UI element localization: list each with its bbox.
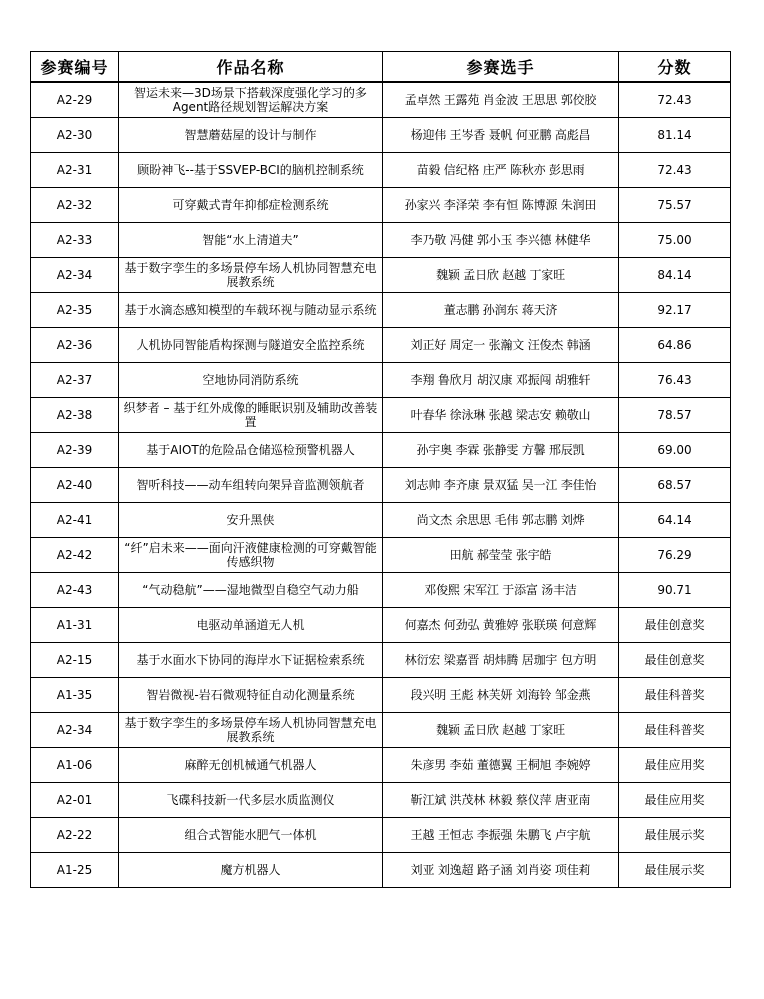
table-row: [31, 258, 731, 293]
table-row: [31, 188, 731, 223]
cell-title: 智能“水上清道夫”: [119, 223, 383, 258]
cell-team: 李翔 鲁欣月 胡汉康 邓振闯 胡雅轩: [383, 363, 619, 398]
cell-id: A2-35: [31, 293, 119, 328]
cell-team: 魏颖 孟日欣 赵越 丁家旺: [383, 258, 619, 293]
cell-score: 最佳科普奖: [619, 713, 731, 748]
header-id: 参赛编号: [31, 52, 119, 83]
cell-team: 杨迎伟 王岑香 聂帆 何亚鹏 高彪昌: [383, 118, 619, 153]
cell-id: A2-29: [31, 82, 119, 118]
cell-id: A1-35: [31, 678, 119, 713]
cell-id: A2-39: [31, 433, 119, 468]
table-row: [31, 328, 731, 363]
table-row: [31, 293, 731, 328]
cell-id: A2-41: [31, 503, 119, 538]
header-row: [31, 52, 731, 83]
cell-title: 可穿戴式青年抑郁症检测系统: [119, 188, 383, 223]
cell-title: 基于数字孪生的多场景停车场人机协同智慧充电展教系统: [119, 258, 383, 293]
cell-team: 叶春华 徐泳琳 张越 梁志安 赖敬山: [383, 398, 619, 433]
table-row: [31, 818, 731, 853]
header-title: 作品名称: [119, 52, 383, 83]
cell-score: 最佳应用奖: [619, 748, 731, 783]
cell-id: A2-37: [31, 363, 119, 398]
cell-team: 刘正好 周定一 张瀚文 汪俊杰 韩涵: [383, 328, 619, 363]
cell-title: 智运未来—3D场景下搭载深度强化学习的多Agent路径规划智运解决方案: [119, 82, 383, 118]
cell-team: 董志鹏 孙润东 蒋天济: [383, 293, 619, 328]
cell-id: A2-32: [31, 188, 119, 223]
table-row: [31, 82, 731, 118]
cell-title: 组合式智能水肥气一体机: [119, 818, 383, 853]
cell-id: A2-31: [31, 153, 119, 188]
cell-title: 智慧蘑菇屋的设计与制作: [119, 118, 383, 153]
cell-team: 孙宇奥 李霖 张静雯 方馨 邢辰凯: [383, 433, 619, 468]
cell-team: 李乃敬 冯健 郭小玉 李兴德 林健华: [383, 223, 619, 258]
results-table: [30, 51, 731, 888]
cell-team: 尚文杰 余思思 毛伟 郭志鹏 刘烨: [383, 503, 619, 538]
table-row: [31, 398, 731, 433]
cell-score: 64.14: [619, 503, 731, 538]
cell-team: 田航 郝莹莹 张宇皓: [383, 538, 619, 573]
table-row: [31, 713, 731, 748]
cell-score: 75.00: [619, 223, 731, 258]
cell-team: 孟卓然 王露苑 肖金波 王思思 郭佼胶: [383, 82, 619, 118]
cell-team: 魏颖 孟日欣 赵越 丁家旺: [383, 713, 619, 748]
cell-id: A2-30: [31, 118, 119, 153]
cell-score: 最佳展示奖: [619, 853, 731, 888]
cell-score: 81.14: [619, 118, 731, 153]
cell-title: “气动稳航”——湿地微型自稳空气动力船: [119, 573, 383, 608]
table-row: [31, 118, 731, 153]
cell-title: 麻醉无创机械通气机器人: [119, 748, 383, 783]
cell-team: 苗毅 信纪格 庄严 陈秋亦 彭思雨: [383, 153, 619, 188]
cell-id: A1-06: [31, 748, 119, 783]
cell-team: 朱彦男 李茹 董德翼 王桐旭 李婉婷: [383, 748, 619, 783]
cell-title: 基于数字孪生的多场景停车场人机协同智慧充电展教系统: [119, 713, 383, 748]
table-row: [31, 748, 731, 783]
cell-id: A2-34: [31, 713, 119, 748]
cell-title: 飞碟科技新一代多层水质监测仪: [119, 783, 383, 818]
cell-score: 76.29: [619, 538, 731, 573]
cell-team: 孙家兴 李泽荣 李有恒 陈博源 朱润田: [383, 188, 619, 223]
cell-score: 76.43: [619, 363, 731, 398]
table-row: [31, 538, 731, 573]
cell-id: A2-38: [31, 398, 119, 433]
cell-team: 段兴明 王彪 林芙妍 刘海铃 邹金燕: [383, 678, 619, 713]
cell-score: 69.00: [619, 433, 731, 468]
cell-title: 电驱动单涵道无人机: [119, 608, 383, 643]
cell-score: 84.14: [619, 258, 731, 293]
cell-title: 基于水滴态感知模型的车载环视与随动显示系统: [119, 293, 383, 328]
cell-team: 王越 王恒志 李振强 朱鹏飞 卢宇航: [383, 818, 619, 853]
cell-id: A2-15: [31, 643, 119, 678]
table-row: [31, 643, 731, 678]
table-row: [31, 783, 731, 818]
table-row: [31, 678, 731, 713]
cell-team: 林衍宏 梁嘉晋 胡炜腾 居珈宇 包方明: [383, 643, 619, 678]
cell-score: 68.57: [619, 468, 731, 503]
cell-title: 顾盼神飞--基于SSVEP-BCI的脑机控制系统: [119, 153, 383, 188]
cell-score: 最佳创意奖: [619, 643, 731, 678]
cell-title: 空地协同消防系统: [119, 363, 383, 398]
cell-score: 最佳创意奖: [619, 608, 731, 643]
table-row: [31, 468, 731, 503]
cell-score: 72.43: [619, 153, 731, 188]
cell-team: 刘亚 刘逸超 路子涵 刘肖姿 项佳莉: [383, 853, 619, 888]
table-body: [31, 82, 731, 888]
header-score: 分数: [619, 52, 731, 83]
header-team: 参赛选手: [383, 52, 619, 83]
cell-id: A2-40: [31, 468, 119, 503]
cell-score: 最佳应用奖: [619, 783, 731, 818]
cell-score: 64.86: [619, 328, 731, 363]
cell-id: A2-34: [31, 258, 119, 293]
cell-title: 智听科技——动车组转向架异音监测领航者: [119, 468, 383, 503]
table-row: [31, 363, 731, 398]
cell-id: A1-31: [31, 608, 119, 643]
cell-title: 魔方机器人: [119, 853, 383, 888]
cell-score: 72.43: [619, 82, 731, 118]
cell-title: 人机协同智能盾构探测与隧道安全监控系统: [119, 328, 383, 363]
table-row: [31, 153, 731, 188]
table-row: [31, 573, 731, 608]
cell-title: 智岩微视-岩石微观特征自动化测量系统: [119, 678, 383, 713]
cell-score: 78.57: [619, 398, 731, 433]
cell-team: 刘志帅 李齐康 景双猛 吴一江 李佳怡: [383, 468, 619, 503]
cell-id: A2-43: [31, 573, 119, 608]
cell-score: 最佳展示奖: [619, 818, 731, 853]
table-row: [31, 608, 731, 643]
cell-team: 何嘉杰 何劲弘 黄雅婷 张联瑛 何意辉: [383, 608, 619, 643]
table-row: [31, 433, 731, 468]
cell-id: A1-25: [31, 853, 119, 888]
table-row: [31, 503, 731, 538]
cell-id: A2-33: [31, 223, 119, 258]
cell-team: 邓俊熙 宋军江 于添富 汤丰洁: [383, 573, 619, 608]
cell-id: A2-22: [31, 818, 119, 853]
cell-id: A2-42: [31, 538, 119, 573]
cell-score: 最佳科普奖: [619, 678, 731, 713]
cell-team: 靳江斌 洪茂林 林毅 蔡仪萍 唐亚南: [383, 783, 619, 818]
cell-title: 基于水面水下协同的海岸水下证据检索系统: [119, 643, 383, 678]
table-row: [31, 853, 731, 888]
cell-id: A2-36: [31, 328, 119, 363]
cell-title: “纤”启未来——面向汗液健康检测的可穿戴智能传感织物: [119, 538, 383, 573]
cell-title: 基于AIOT的危险品仓储巡检预警机器人: [119, 433, 383, 468]
cell-id: A2-01: [31, 783, 119, 818]
cell-score: 75.57: [619, 188, 731, 223]
cell-title: 织梦者 – 基于红外成像的睡眠识别及辅助改善装置: [119, 398, 383, 433]
table-row: [31, 223, 731, 258]
cell-score: 92.17: [619, 293, 731, 328]
cell-title: 安升黑侠: [119, 503, 383, 538]
cell-score: 90.71: [619, 573, 731, 608]
